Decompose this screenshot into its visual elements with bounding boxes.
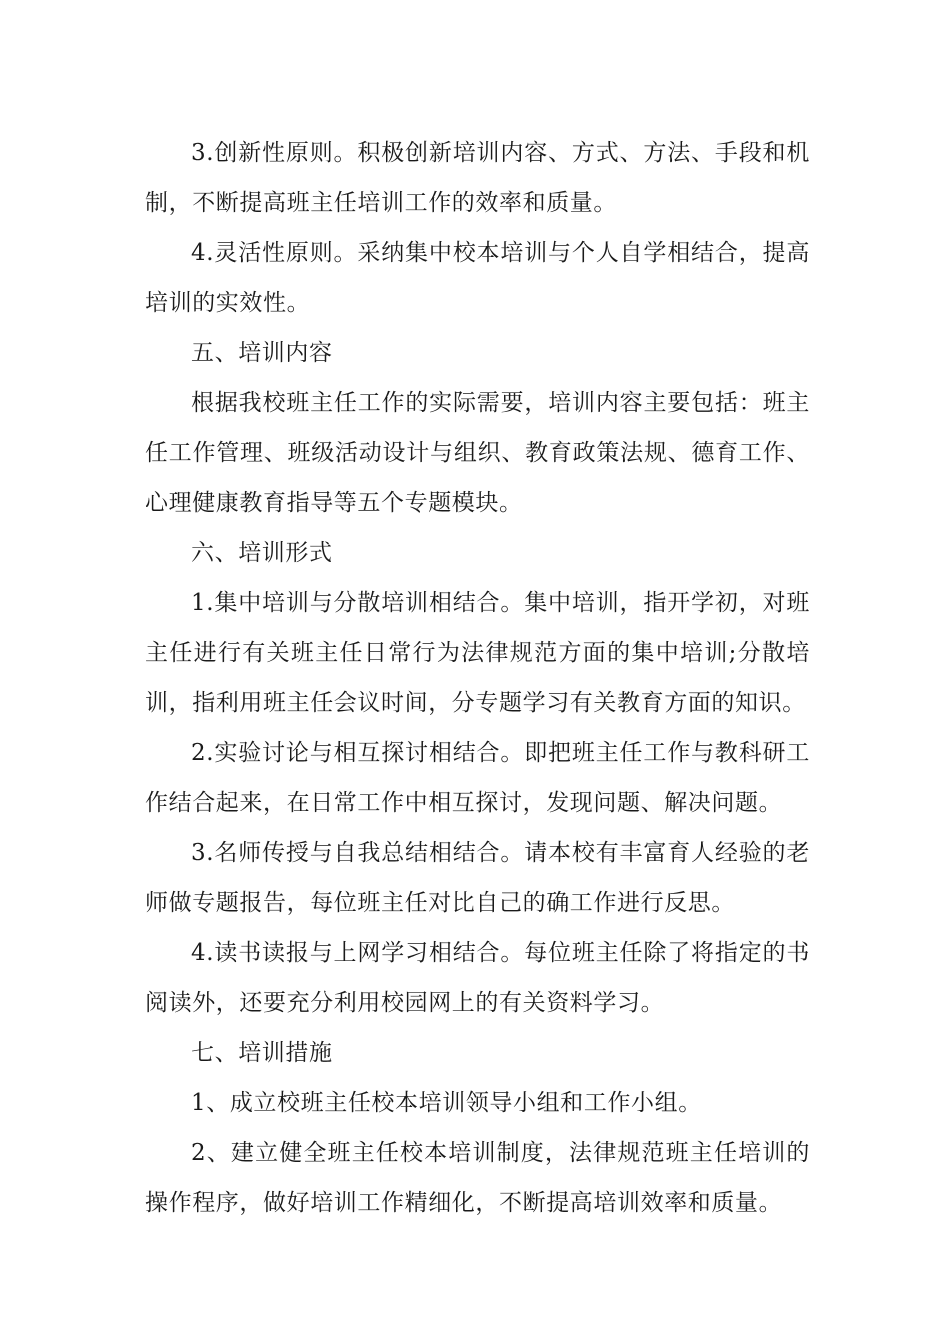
paragraph-measure-2: 2、建立健全班主任校本培训制度，法律规范班主任培训的操作程序，做好培训工作精细化，不断提高培训效率和质量。 bbox=[145, 1140, 810, 1216]
paragraph-format-1: 1.集中培训与分散培训相结合。集中培训，指开学初，对班主任进行有关班主任日常行为法律规范方面的集中培训;分散培训，指利用班主任会议时间，分专题学习有关教育方面的知识。 bbox=[145, 590, 810, 716]
section-heading-training-content: 五、培训内容 bbox=[191, 340, 333, 366]
paragraph-flexibility-principle: 4.灵活性原则。采纳集中校本培训与个人自学相结合，提高培训的实效性。 bbox=[145, 240, 810, 316]
paragraph-training-content: 根据我校班主任工作的实际需要，培训内容主要包括：班主任工作管理、班级活动设计与组织、教育政策法规、德育工作、心理健康教育指导等五个专题模块。 bbox=[145, 390, 810, 516]
paragraph-measure-1: 1、成立校班主任校本培训领导小组和工作小组。 bbox=[191, 1090, 702, 1116]
paragraph-innovation-principle: 3.创新性原则。积极创新培训内容、方式、方法、手段和机制，不断提高班主任培训工作的效率和质量。 bbox=[145, 140, 810, 216]
document-body bbox=[145, 128, 810, 1228]
section-heading-training-measures: 七、培训措施 bbox=[191, 1040, 333, 1066]
paragraph-format-3: 3.名师传授与自我总结相结合。请本校有丰富育人经验的老师做专题报告，每位班主任对比自己的确工作进行反思。 bbox=[145, 840, 810, 916]
paragraph-format-4: 4.读书读报与上网学习相结合。每位班主任除了将指定的书阅读外，还要充分利用校园网上的有关资料学习。 bbox=[145, 940, 810, 1016]
paragraph-format-2: 2.实验讨论与相互探讨相结合。即把班主任工作与教科研工作结合起来，在日常工作中相互探讨，发现问题、解决问题。 bbox=[145, 740, 810, 816]
section-heading-training-format: 六、培训形式 bbox=[191, 540, 333, 566]
